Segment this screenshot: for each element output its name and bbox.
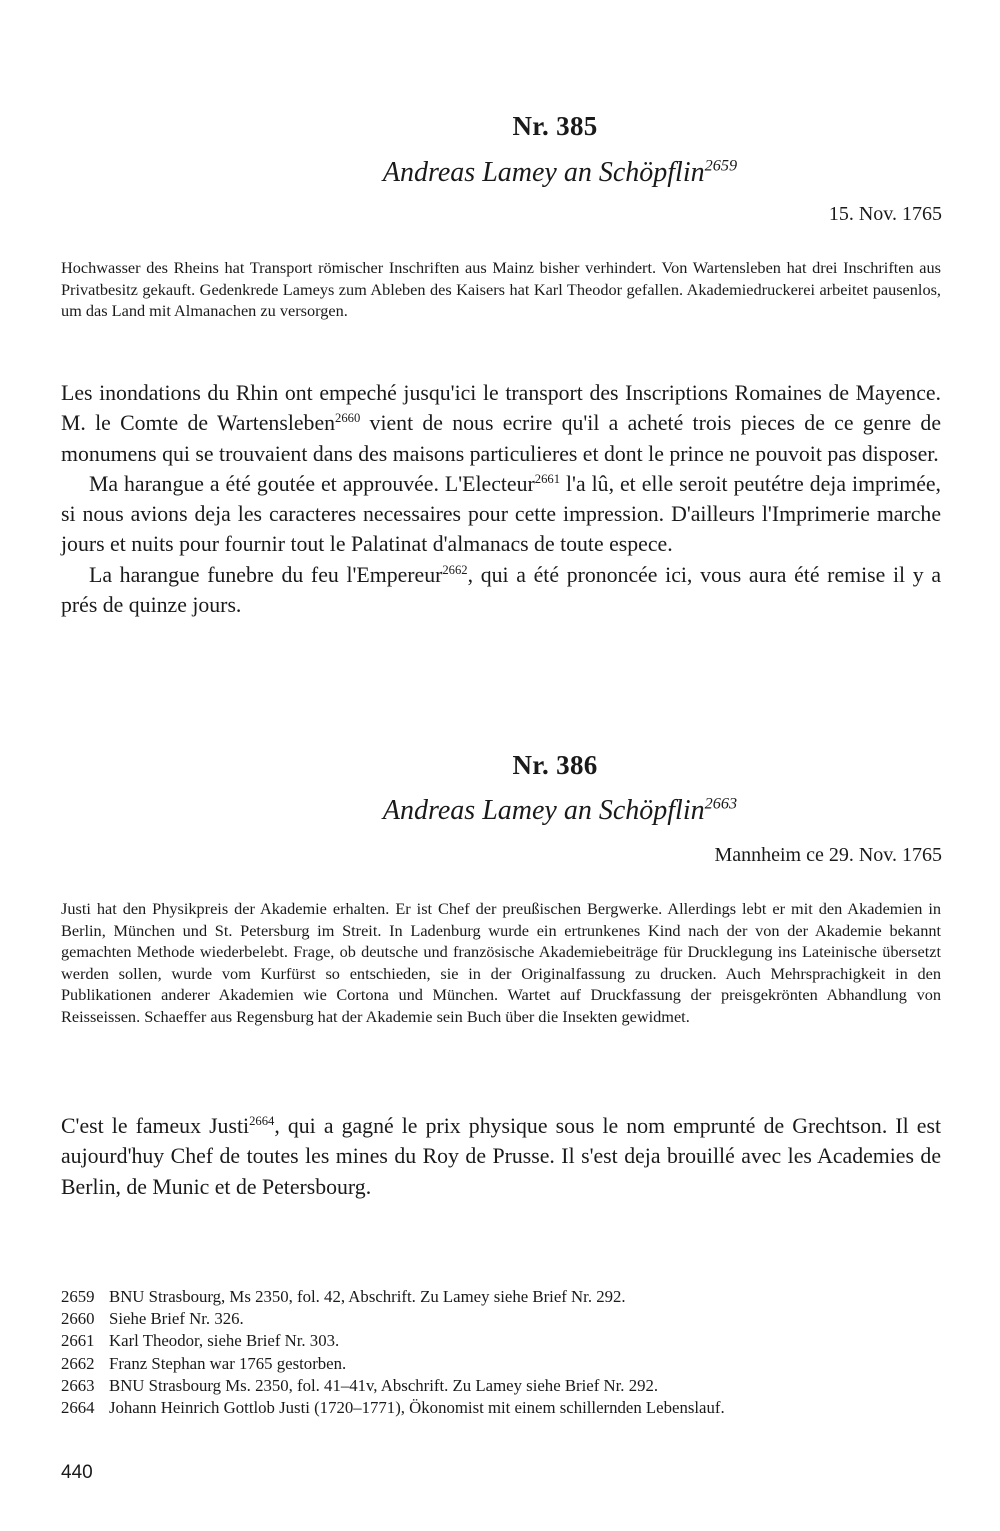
- footnote-ref[interactable]: 2664: [249, 1113, 275, 1128]
- letter-385-date: 15. Nov. 1765: [828, 203, 942, 225]
- footnote-ref[interactable]: 2660: [335, 411, 361, 426]
- footnote-ref[interactable]: 2659: [704, 156, 738, 175]
- letter-386-date: Mannheim ce 29. Nov. 1765: [714, 844, 942, 866]
- letter-385-number: Nr. 385: [512, 111, 598, 141]
- letter-386-summary: Justi hat den Physikpreis der Akademie erhalten. Er ist Chef der preußischen Bergwerke. Allerdings lebt er mit den Akademien in Berlin, München und St. Petersburg im Streit. In Ladenburg wurde ein ertrunkenes Kind nach der von der Akademie bekannt gemachten Methode wiederbelebt. Frage, ob deutsche und französische Akademiebeiträge für Drucklegung ins Lateinische übersetzt werden sollen, wurde vom Kurfürst so entschieden, sie in der Originalfassung zu drucken. Auch Mehrsprachigkeit in den Publikationen anderer Akademien wie Cortona und München. Wartet auf Druckfassung der preisgekrönten Abhandlung von Reisseissen. Schaeffer aus Regensburg hat der Akademie sein Buch über die Insekten gewidmet.: [61, 899, 941, 1026]
- letter-385-summary: Hochwasser des Rheins hat Transport römischer Inschriften aus Mainz bisher verhindert. Von Wartensleben hat drei Inschriften aus Privatbesitz gekauft. Gedenkrede Lameys zum Ableben des Kaisers hat Karl Theodor gefallen. Akademiedruckerei arbeitet pausenlos, um das Land mit Almanachen zu versorgen.: [61, 258, 941, 320]
- paragraph: C'est le fameux Justi$^{2664}$, qui a gagné le prix physique sous le nom emprunté de Grechtson. Il est aujourd'huy Chef de toutes les mines du Roy de Prusse. Il s'est deja brouillé avec les Academies de Berlin, de Munic et de Petersbourg.: [61, 1113, 942, 1199]
- paragraph: Les inondations du Rhin ont empeché jusqu'ici le transport des Inscriptions Romaines de Mayence. M. le Comte de Wartensleben$^{2660}$ vient de nous ecrire qu'il a acheté trois pieces de ce genre de monumens qui se trouvaient dans des maisons particulieres et dont le prince ne pouvoit pas disposer.: [61, 381, 942, 466]
- footnote-ref[interactable]: 2662: [442, 562, 468, 577]
- footnote: 2660 Siehe Brief Nr. 326.: [61, 1309, 244, 1329]
- letter-386-number: Nr. 386: [512, 750, 598, 780]
- footnote: 2663 BNU Strasbourg Ms. 2350, fol. 41–41v, Abschrift. Zu Lamey siehe Brief Nr. 292.: [61, 1375, 659, 1395]
- paragraph: La harangue funebre du feu l'Empereur$^{2662}$, qui a été prononcée ici, vous aura été remise il y a prés de quinze jours.: [61, 562, 941, 618]
- paragraph: Ma harangue a été goutée et approuvée. L'Electeur$^{2661}$ l'a lû, et elle seroit peutétre deja imprimée, si nous avions deja les caracteres necessaires pour cette impression. D'ailleurs l'Imprimerie marche jours et nuits pour fournir tout le Palatinat d'almanacs de toute espece.: [61, 471, 941, 557]
- letter-385-body: [61, 378, 941, 620]
- letter-385-title: Andreas Lamey an Schöpflin$^{2659}$: [382, 156, 738, 188]
- footnotes: [61, 1286, 941, 1419]
- footnote-ref[interactable]: 2663: [704, 794, 738, 813]
- footnote: 2661 Karl Theodor, siehe Brief Nr. 303.: [61, 1331, 340, 1351]
- footnote-ref[interactable]: 2661: [534, 471, 561, 486]
- letter-386-title: Andreas Lamey an Schöpflin$^{2663}$: [382, 794, 738, 826]
- page-number: 440: [61, 1462, 93, 1483]
- letter-386-body: [61, 1111, 941, 1202]
- footnote: 2664 Johann Heinrich Gottlob Justi (1720–1771), Ökonomist mit einem schillernden Lebenslauf.: [61, 1398, 725, 1418]
- footnote: 2659 BNU Strasbourg, Ms 2350, fol. 42, Abschrift. Zu Lamey siehe Brief Nr. 292.: [61, 1287, 626, 1306]
- footnote: 2662 Franz Stephan war 1765 gestorben.: [61, 1353, 347, 1373]
